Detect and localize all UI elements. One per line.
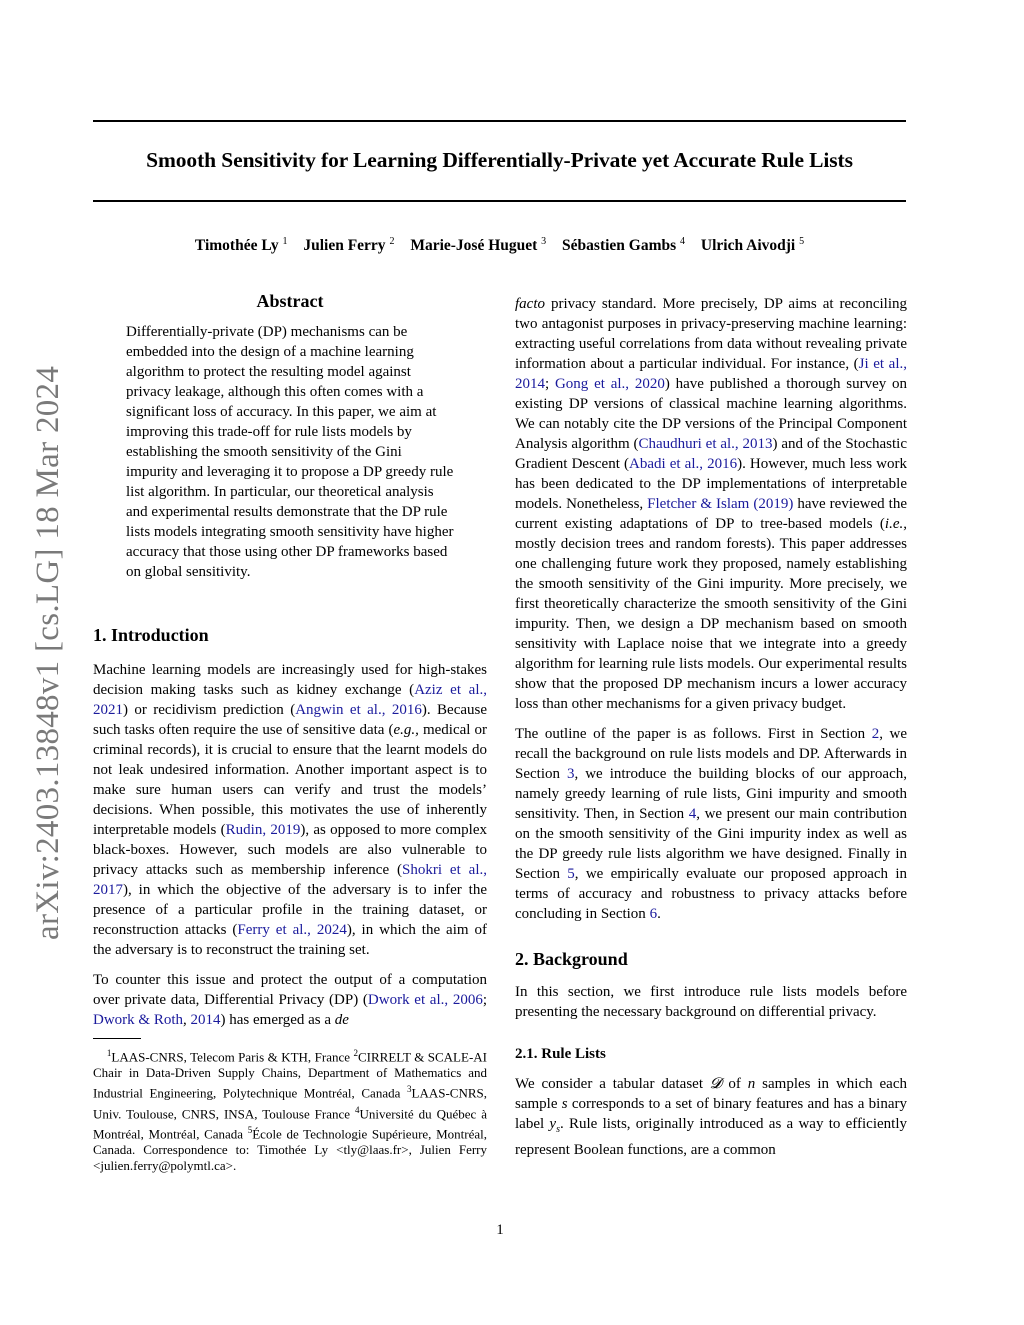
citation-link[interactable]: Aziz et al., 2021	[93, 682, 488, 718]
author: Julien Ferry $^2$	[303, 236, 395, 255]
section-link[interactable]: 6	[649, 906, 658, 922]
section-link[interactable]: 3	[566, 766, 575, 782]
footnote-rule	[93, 1038, 141, 1039]
left-column	[93, 290, 487, 1174]
affiliation-footnote: $^1$LAAS-CNRS, Telecom Paris & KTH, France $^2$CIRRELT & SCALE-AI Chair in Data-Driven Supply Chains, Department of Mathematics and Industrial Engineering, Polytechnique Montréal, Canada $^3$LAAS-CNRS, Univ. Toulouse, CNRS, INSA, Toulouse France $^4$Université du Québec à Montréal, Montréal, Canada $^5$École de Technologie Supérieure, Montréal, Canada. Correspondence to: Timothée Ly <tly@laas.fr>, Julien Ferry <julien.ferry@polymtl.ca>.	[93, 1048, 487, 1174]
author: Timothée Ly $^1$	[194, 236, 288, 255]
section-link[interactable]: 5	[567, 866, 575, 882]
section-heading-background: 2. Background	[515, 949, 628, 969]
citation-link[interactable]: Rudin, 2019	[225, 822, 301, 838]
abstract-heading: Abstract	[256, 291, 324, 311]
citation-link[interactable]: Fletcher & Islam (2019)	[647, 496, 794, 512]
intro-paragraph-1: Machine learning models are increasingly used for high-stakes decision making tasks such as kidney exchange (Aziz et al., 2021) or recidivism prediction (Angwin et al., 2016). Because such tasks often require the use of sensitive data (e.g., medical or criminal records), it is crucial to ensure that the learnt models do not leak undesired information. Another important aspect is to make sure human users can verify and trust the models’ decisions. When possible, this motivates the use of inherently interpretable models (Rudin, 2019), as opposed to more complex black-boxes. However, such models are also vulnerable to privacy attacks such as membership inference (Shokri et al., 2017), in which the objective of the adversary is to infer the presence of a particular profile in the training dataset, or reconstruction attacks (Ferry et al., 2024), in which the aim of the adversary is to reconstruct the training set.	[93, 662, 488, 958]
citation-link[interactable]: Chaudhuri et al., 2013	[638, 436, 773, 452]
background-intro: In this section, we first introduce rule lists models before presenting the necessary background on differential privacy.	[515, 984, 907, 1020]
subsection-heading-rule-lists: 2.1. Rule Lists	[515, 1046, 606, 1062]
intro-paragraph-2-continued: facto privacy standard. More precisely, DP aims at reconciling two antagonist purposes in privacy-preserving machine learning: extracting useful correlations from data without revealing private information about a particular individual. For instance, (Ji et al., 2014; Gong et al., 2020) have published a thorough survey on existing DP versions of classical machine learning algorithms. We can notably cite the DP versions of the Principal Component Analysis algorithm (Chaudhuri et al., 2013) and of the Stochastic Gradient Descent (Abadi et al., 2016). However, much less work has been dedicated to the DP implementations of interpretable models. Nonetheless, Fletcher & Islam (2019) have reviewed the current existing adaptations of DP to tree-based models (i.e., mostly decision trees and random forests). This paper addresses one challenging future work they proposed, namely establishing the smooth sensitivity of the Gini impurity. More precisely, we first theoretically characterize the smooth sensitivity of the Gini impurity. Then, we design a DP mechanism based on smooth sensitivity with Laplace noise that we integrate into a greedy algorithm for learning rule lists models. Our experimental results show that the proposed DP mechanism incurs a lower accuracy loss than other mechanisms for a given privacy budget.	[515, 296, 908, 712]
citation-link[interactable]: Abadi et al., 2016	[628, 456, 738, 472]
citation-link[interactable]: Dwork et al., 2006	[367, 992, 483, 1008]
author-list	[93, 236, 906, 255]
right-column	[515, 294, 907, 1160]
page-number: 1	[496, 1222, 504, 1238]
intro-paragraph-2: To counter this issue and protect the output of a computation over private data, Differential Privacy (DP) (Dwork et al., 2006; Dwork & Roth, 2014) has emerged as a de	[93, 972, 488, 1028]
citation-link[interactable]: Gong et al., 2020	[554, 376, 665, 392]
section-link[interactable]: 2	[871, 726, 880, 742]
section-link[interactable]: 4	[688, 806, 697, 822]
citation-link[interactable]: Ferry et al., 2024	[237, 922, 347, 938]
paper-title: Smooth Sensitivity for Learning Differentially-Private yet Accurate Rule Lists	[146, 148, 853, 172]
arxiv-stamp: arXiv:2403.13848v1 [cs.LG] 18 Mar 2024	[30, 365, 66, 940]
abstract-text: Differentially-private (DP) mechanisms can be embedded into the design of a machine learning algorithm to protect the resulting model against privacy leakage, although this often comes with a significant loss of accuracy. In this paper, we aim at improving this trade-off for rule lists models by establishing the smooth sensitivity of the Gini impurity and leveraging it to propose a DP greedy rule list algorithm. In particular, our theoretical analysis and experimental results demonstrate that the DP rule lists models integrating smooth sensitivity have higher accuracy that those using other DP frameworks based on global sensitivity.	[126, 324, 454, 580]
author: Marie-José Huguet $^3$	[410, 236, 547, 255]
citation-link[interactable]: Ji et al., 2014	[515, 356, 907, 392]
rule-lists-paragraph: We consider a tabular dataset 𝓓 of n samples in which each sample s corresponds to a set of binary features and has a binary label $y_s$. Rule lists, originally introduced as a way to efficiently represent Boolean functions, are a common	[515, 1076, 907, 1158]
citation-link[interactable]: Dwork & Roth	[93, 1012, 183, 1028]
title-rule-top	[93, 120, 906, 122]
author: Ulrich Aivodji $^5$	[700, 236, 805, 255]
intro-paragraph-3: The outline of the paper is as follows. First in Section 2, we recall the background on rule lists models and DP. Afterwards in Section 3, we introduce the building blocks of our approach, namely greedy learning of rule lists, Gini impurity and smooth sensitivity. Then, in Section 4, we present our main contribution on the smooth sensitivity of the Gini impurity index as well as the DP greedy rule lists algorithm we have designed. Finally in Section 5, we empirically evaluate our proposed approach in terms of accuracy and robustness to privacy attacks before concluding in Section 6.	[515, 726, 908, 922]
title-rule-bottom	[93, 200, 906, 202]
section-heading-introduction: 1. Introduction	[93, 625, 209, 645]
citation-link[interactable]: Shokri et al., 2017	[93, 862, 487, 898]
citation-link[interactable]: 2014	[190, 1012, 221, 1028]
author: Sébastien Gambs $^4$	[562, 236, 686, 255]
citation-link[interactable]: Angwin et al., 2016	[295, 702, 422, 718]
